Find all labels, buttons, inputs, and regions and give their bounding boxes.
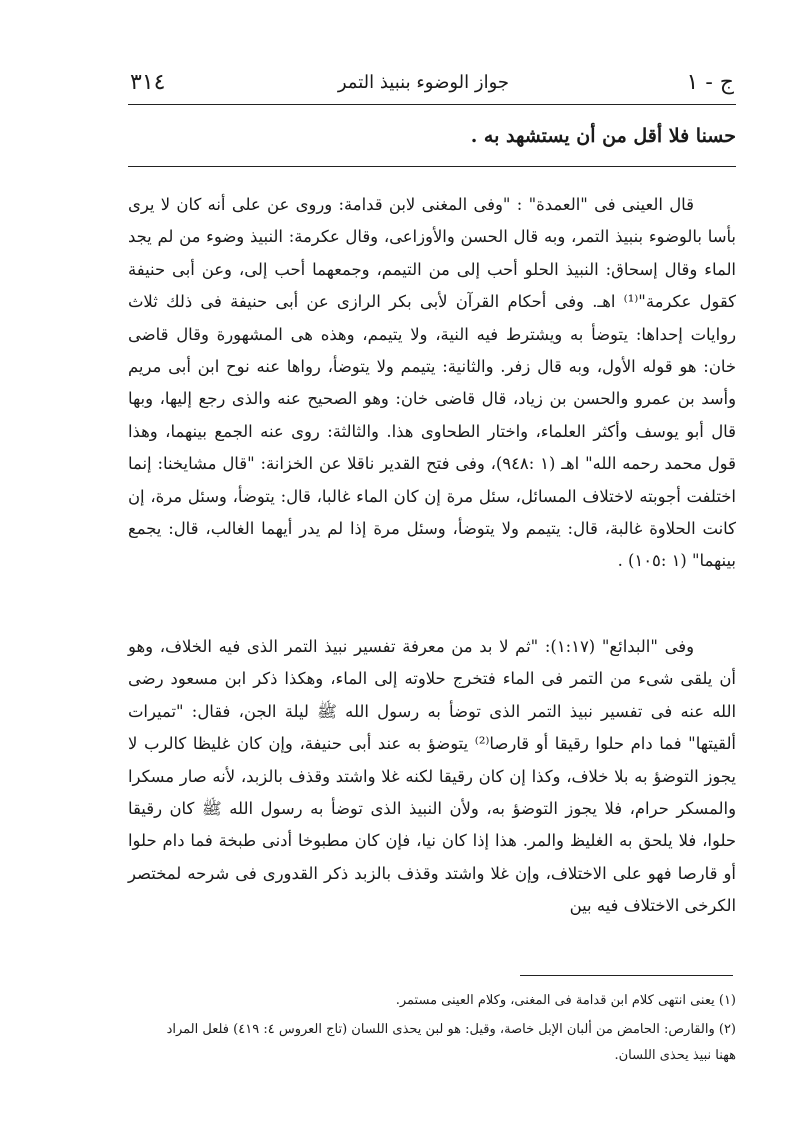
section-rule xyxy=(128,166,736,167)
paragraph-1 xyxy=(128,189,736,578)
footnote-2: (٢) والقارص: الحامض من ألبان الإبل خاصة، وقيل: هو لبن يحذى اللسان (تاج العروس ٤: ٤١٩) فلعل المراد xyxy=(166,1022,736,1037)
footnote-1: (١) يعنى انتهى كلام ابن قدامة فى المغنى، وكلام العينى مستمر. xyxy=(395,993,736,1008)
page-header xyxy=(130,70,734,104)
footnote-rule xyxy=(520,975,733,976)
paragraph-1-text: قال العينى فى "العمدة" : "وفى المغنى لابن قدامة: وروى عن على أنه كان لا يرى بأسا بالوضوء بنبيذ التمر، وبه قال الحسن والأوزاعى، وقال عكرمة: النبيذ وضوء من لم يجد الماء وقال إسحاق: النبيذ الحلو أحب إلى من التيمم، وجمعهما أحب إلى، وعن أبى حنيفة كقول عكرمة"⁽¹⁾ اهـ. وفى أحكام القرآن لأبى بكر الرازى عن أبى حنيفة فى ذلك ثلاث روايات إحداها: يتوضأ به ويشترط فيه النية، ولا يتيمم، وهذه هى المشهورة وقال قاضى خان: هو قوله الأول، وبه قال زفر. والثانية: يتيمم ولا يتوضأ، رواها عنه نوح ابن أبى مريم وأسد بن عمرو والحسن بن زياد، قال قاضى خان: وهو الصحيح عنه والذى رجع إليها، وبها قال أبو يوسف وأكثر العلماء، واختار الطحاوى هذا. والثالثة: روى عنه الجمع بينهما، وهذا قول محمد رحمه الله" اهـ (١ :٩٤٨)، وفى فتح القدير ناقلا عن الخزانة: "قال مشايخنا: إنما اختلفت أجوبته لاختلاف المسائل، سئل مرة إن كان الماء غالبا، قال: يتوضأ، وسئل مرة، إن كانت الحلاوة غالبة، قال: يتيمم ولا يتوضأ، وسئل مرة إذا لم يدر أيهما الغالب، قال: يجمع بينهما" (١ :١٠٥) . xyxy=(128,195,736,571)
paragraph-2 xyxy=(128,631,736,923)
page-number: ٣١٤ xyxy=(130,70,166,95)
continued-line: حسنا فلا أقل من أن يستشهد به . xyxy=(470,125,736,147)
volume-label: ج - ١ xyxy=(686,70,734,95)
footnote-2-continued: ههنا نبيذ يحذى اللسان. xyxy=(614,1048,736,1063)
paragraph-2-text: وفى "البدائع" (١:١٧): "ثم لا بد من معرفة تفسير نبيذ التمر الذى فيه الخلاف، وهو أن يلقى شىء من التمر فى الماء فتخرج حلاوته إلى الماء، وهكذا ذكر ابن مسعود رضى الله عنه فى تفسير نبيذ التمر الذى توضأ به رسول الله ﷺ ليلة الجن، فقال: "تميرات ألقيتها" فما دام حلوا رقيقا أو قارصا⁽²⁾ يتوضؤ به عند أبى حنيفة، وإن كان غليظا كالرب لا يجوز التوضؤ به بلا خلاف، وكذا إن كان رقيقا لكنه غلا واشتد وقذف بالزبد، لأنه صار مسكرا والمسكر حرام، فلا يجوز التوضؤ به، ولأن النبيذ الذى توضأ به رسول الله ﷺ كان رقيقا حلوا، فلا يلحق به الغليظ والمر. هذا إذا كان نيا، فإن كان مطبوخا أدنى طبخة فما دام حلوا أو قارصا فهو على الاختلاف، وإن غلا واشتد وقذف بالزبد ذكر القدورى فى شرحه لمختصر الكرخى الاختلاف فيه بين xyxy=(128,637,736,916)
running-title: جواز الوضوء بنبيذ التمر xyxy=(337,72,509,93)
header-rule xyxy=(128,104,736,105)
